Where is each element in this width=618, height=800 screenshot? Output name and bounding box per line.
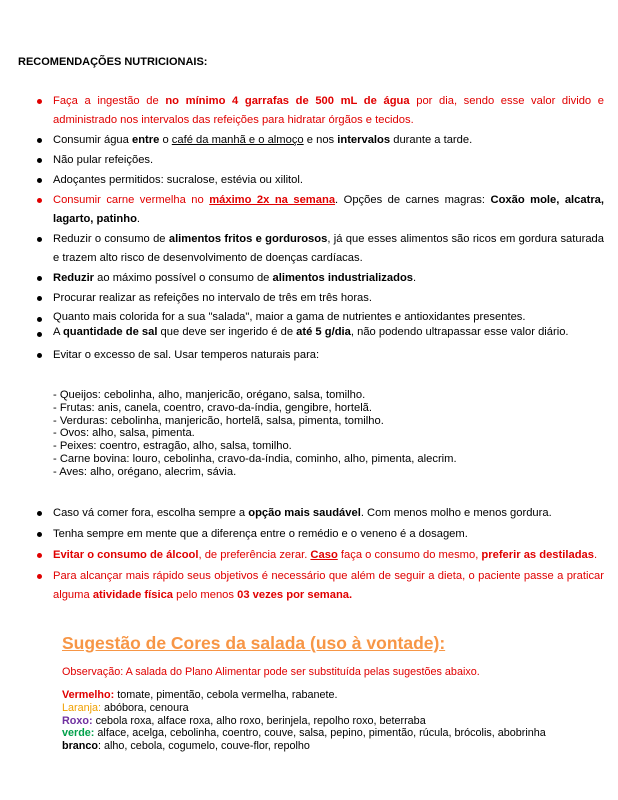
salad-colors-list bbox=[62, 689, 546, 753]
list-item: Evitar o excesso de sal. Usar temperos naturais para: bbox=[36, 346, 604, 365]
list-item: - Verduras: cebolinha, manjericão, hortelã, salsa, pimenta, tomilho. bbox=[53, 414, 384, 427]
color-label: Laranja: bbox=[62, 701, 102, 714]
list-item: - Aves: alho, orégano, alecrim, sávia. bbox=[53, 465, 237, 478]
list-item: Não pular refeições. bbox=[36, 151, 604, 170]
list-item: Reduzir o consumo de alimentos fritos e gordurosos, já que esses alimentos são ricos em gordura saturada e trazem alto risco de desenvolvimento de doenças cardíacas. bbox=[36, 230, 604, 268]
recommendation-list-2 bbox=[36, 504, 604, 605]
color-label: verde: bbox=[62, 727, 95, 740]
color-label: Vermelho: bbox=[62, 689, 115, 701]
list-item: - Carne bovina: louro, cebolinha, cravo-da-índia, cominho, alho, pimenta, alecrim. bbox=[53, 452, 457, 465]
list-item: Caso vá comer fora, escolha sempre a opção mais saudável. Com menos molho e menos gordura. bbox=[36, 504, 604, 523]
list-item: - Frutas: anis, canela, coentro, cravo-da-índia, gengibre, hortelã. bbox=[53, 401, 373, 414]
list-item: Quanto mais colorida for a sua "salada", maior a gama de nutrientes e antioxidantes presentes. bbox=[36, 310, 604, 325]
list-item: - Ovos: alho, salsa, pimenta. bbox=[53, 427, 195, 440]
list-item: branco: alho, cebola, cogumelo, couve-flor, repolho bbox=[62, 740, 310, 753]
list-item: Tenha sempre em mente que a diferença entre o remédio e o veneno é a dosagem. bbox=[36, 525, 604, 544]
list-item: - Peixes: coentro, estragão, alho, salsa, tomilho. bbox=[53, 440, 292, 453]
temperos-list bbox=[53, 389, 457, 479]
salad-section-title: Sugestão de Cores da salada (uso à vontade): bbox=[62, 633, 446, 653]
list-item: - Queijos: cebolinha, alho, manjericão, orégano, salsa, tomilho. bbox=[53, 389, 366, 401]
color-label: branco bbox=[62, 740, 98, 753]
section-heading: RECOMENDAÇÕES NUTRICIONAIS: bbox=[18, 56, 208, 68]
list-item: Faça a ingestão de no mínimo 4 garrafas de 500 mL de água por dia, sendo esse valor divido e administrado nos intervalos das refeições para hidratar órgãos e tecidos. bbox=[36, 92, 604, 130]
color-label: Roxo: bbox=[62, 714, 93, 727]
list-item: Vermelho: tomate, pimentão, cebola vermelha, rabanete. bbox=[62, 689, 338, 701]
list-item: Laranja: abóbora, cenoura bbox=[62, 701, 189, 714]
list-item: verde: alface, acelga, cebolinha, coentro, couve, salsa, pepino, pimentão, rúcula, brócolis, abobrinha bbox=[62, 727, 546, 740]
list-item: Evitar o consumo de álcool, de preferência zerar. Caso faça o consumo do mesmo, preferir as destiladas. bbox=[36, 546, 604, 565]
list-item: Adoçantes permitidos: sucralose, estévia ou xilitol. bbox=[36, 171, 604, 190]
list-item: Para alcançar mais rápido seus objetivos é necessário que além de seguir a dieta, o paciente passe a praticar alguma atividade física pelo menos 03 vezes por semana. bbox=[36, 567, 604, 605]
list-item: Reduzir ao máximo possível o consumo de alimentos industrializados. bbox=[36, 269, 604, 288]
list-item: Consumir água entre o café da manhã e o almoço e nos intervalos durante a tarde. bbox=[36, 131, 604, 150]
observation-note: Observação: A salada do Plano Alimentar pode ser substituída pelas sugestões abaixo. bbox=[62, 666, 480, 678]
recommendation-list bbox=[36, 92, 604, 365]
list-item: Procurar realizar as refeições no intervalo de três em três horas. bbox=[36, 289, 604, 308]
list-item: Roxo: cebola roxa, alface roxa, alho roxo, berinjela, repolho roxo, beterraba bbox=[62, 714, 426, 727]
list-item: A quantidade de sal que deve ser ingerido é de até 5 g/dia, não podendo ultrapassar esse valor diário. bbox=[36, 325, 604, 340]
list-item: Consumir carne vermelha no máximo 2x na semana. Opções de carnes magras: Coxão mole, alcatra, lagarto, patinho. bbox=[36, 191, 604, 229]
